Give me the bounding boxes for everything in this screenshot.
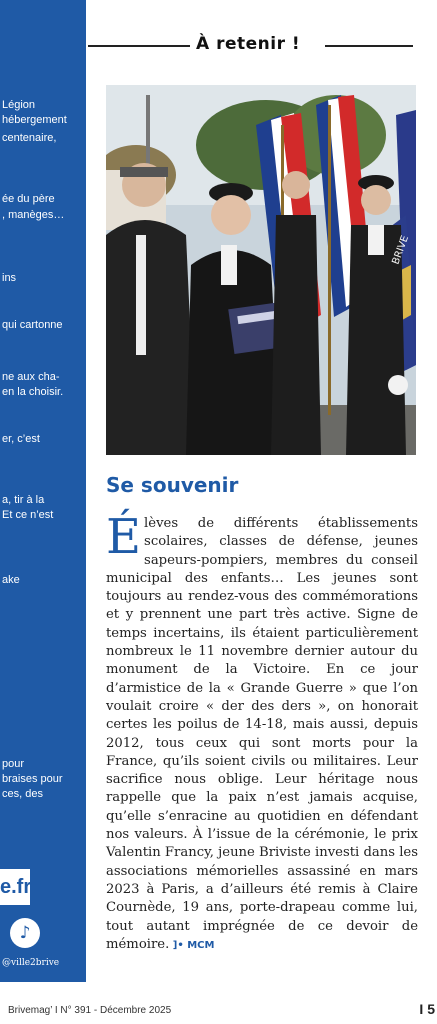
header-rule-right [325,45,413,47]
author-initials: MCM [187,939,215,951]
sidebar-text-fragment: , manèges… [2,209,65,221]
sidebar-text-fragment: Légion [2,99,36,111]
sidebar-text-fragment: er, c’est [2,433,40,445]
flag-lettering: BRIVE [390,234,412,267]
article-body [106,509,418,955]
article-body-text: lèves de différents établissements scolaires, classes de défense, jeunes sapeurs-pompiers, membres du conseil municipal des enfants… Les jeunes sont toujours au rendez-vous des commémorations et y prennent une part très active. Signe de temps incertains, ils étaient particulièrement nombreux le 11 novembre dernier autour du monument de la Victoire. En ce jour d’armistice de la « Grande Guerre » que l’on voulait croire « der des ders », on honorait certes les poilus de 14-18, mais aussi, depuis 2012, tous ceux qui sont morts pour la France, qu’ils soient civils ou militaires. Leur sacrifice nous oblige. Leur héritage nous rappelle que la paix n’est jamais acquise, qu’elle s’enracine au quotidien en défendant nos valeurs. À l’issue de la cérémonie, le prix Valentin Francy, jeune Briviste investi dans les associations mémorielles assassiné en mars 2023 à Paris, a d’ailleurs été remis à Claire Cournède, 19 ans, porte-drapeau comme lui, tout autant imprégnée de ce devoir de mémoire. [106,516,418,952]
sidebar-text-fragment: Et ce n’est [2,509,54,521]
commemoration-photo [106,85,416,455]
sidebar-text-fragment: hébergement [2,114,67,126]
social-handle: @ville2brive [2,958,60,968]
sidebar-text-fragment: qui cartonne [2,319,63,331]
header-rule-left [88,45,190,47]
sidebar-text-fragment: ins [2,272,17,284]
website-url-fragment[interactable]: e.fr [0,869,30,905]
drop-cap: É [106,509,142,565]
previous-page-column [0,0,86,982]
sidebar-text-fragment: ée du père [2,193,55,205]
sidebar-text-fragment: braises pour [2,773,63,785]
issue-footer: Brivemag’ I N° 391 - Décembre 2025 [8,1005,172,1016]
sidebar-text-fragment: pour [2,758,25,770]
sidebar-text-fragment: a, tir à la [2,494,45,506]
sidebar-text-fragment: ces, des [2,788,43,800]
sidebar-text-fragment: centenaire, [2,132,57,144]
tiktok-icon[interactable]: ♪ [10,918,40,948]
author-signature: ]• MCM [169,939,215,951]
sidebar-text-fragment: ne aux cha- [2,371,60,383]
sidebar-text-fragment: en la choisir. [2,386,64,398]
page-number: I 5 [419,1001,435,1017]
article-title: Se souvenir [106,473,239,497]
section-header: À retenir ! [196,34,301,54]
sidebar-text-fragment: ake [2,574,20,586]
